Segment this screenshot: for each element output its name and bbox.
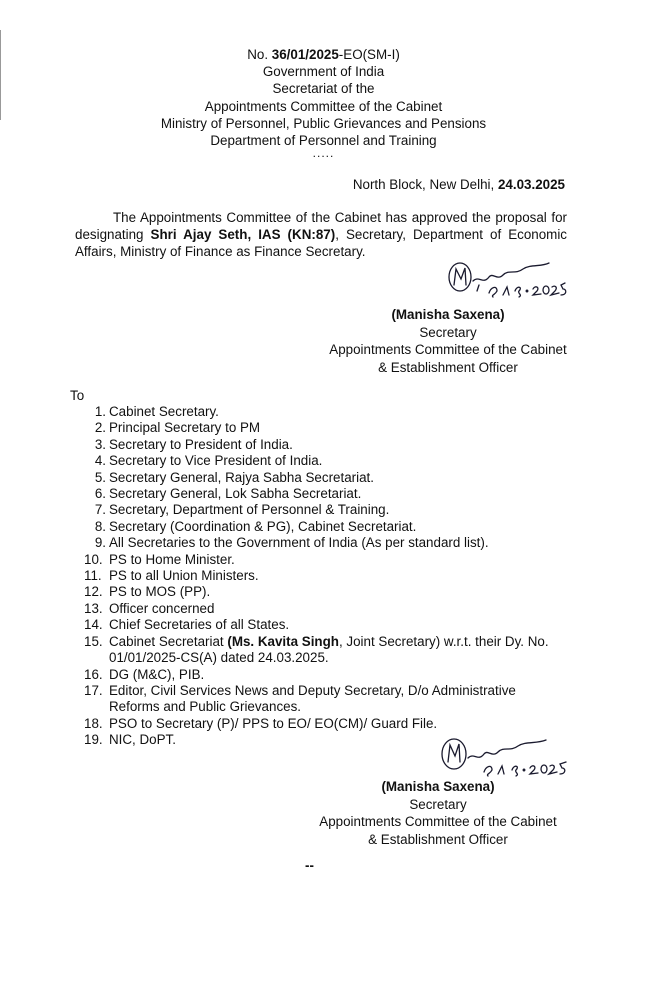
signatory-role: & Establishment Officer	[378, 359, 518, 375]
signatory-role: & Establishment Officer	[368, 831, 508, 847]
distribution-list	[82, 404, 568, 749]
signatory-organization: Appointments Committee of the Cabinet	[329, 342, 567, 357]
list-item: 6. Secretary General, Lok Sabha Secretariat.	[94, 486, 362, 502]
to-label: To	[70, 388, 85, 403]
list-item: 1. Cabinet Secretary.	[94, 404, 219, 419]
list-item: 15. Cabinet Secretariat (Ms. Kavita Singh, Joint Secretary) w.r.t. their Dy. No. 01/01/2025-CS(A) dated 24.03.2025.	[84, 633, 549, 666]
header-department: Department of Personnel and Training	[210, 133, 437, 149]
signature-block-2	[288, 778, 588, 848]
list-item: 4. Secretary to Vice President of India.	[94, 453, 323, 469]
signatory-name: (Manisha Saxena)	[381, 779, 495, 794]
signature-block-1	[298, 306, 598, 376]
header-separator-dots: .....	[312, 146, 335, 160]
letter-header	[0, 46, 647, 149]
list-item: 19. NIC, DoPT.	[84, 732, 176, 748]
list-item: 12. PS to MOS (PP).	[84, 584, 211, 600]
header-government: Government of India	[262, 64, 385, 80]
list-item: 3. Secretary to President of India.	[94, 436, 293, 452]
list-item: 10. PS to Home Minister.	[84, 551, 235, 567]
list-item: 18. PSO to Secretary (P)/ PPS to EO/ EO(CM)/ Guard File.	[84, 715, 438, 731]
order-paragraph: The Appointments Committee of the Cabinet has approved the proposal for designating Shri Ajay Seth, IAS (KN:87), Secretary, Department of Economic Affairs, Ministry of Finance as Finance Secretary.	[75, 210, 567, 260]
handwritten-signature-2	[438, 730, 578, 782]
list-item: 17. Editor, Civil Services News and Deputy Secretary, D/o Administrative Reforms and Public Grievances.	[84, 682, 516, 715]
list-item: 13. Officer concerned	[84, 600, 215, 616]
handwritten-signature-1	[445, 255, 575, 303]
list-item: 2. Principal Secretary to PM	[94, 420, 261, 436]
list-item: 7. Secretary, Department of Personnel & Training.	[94, 502, 390, 518]
signatory-title: Secretary	[419, 324, 477, 340]
list-item: 16. DG (M&C), PIB.	[84, 666, 205, 682]
signatory-organization: Appointments Committee of the Cabinet	[319, 814, 557, 829]
date-line: North Block, New Delhi, 24.03.2025	[352, 177, 565, 192]
list-item: 8. Secretary (Coordination & PG), Cabinet Secretariat.	[94, 518, 417, 534]
closing-mark: --	[305, 858, 314, 873]
header-ministry: Ministry of Personnel, Public Grievances and Pensions	[160, 115, 487, 131]
list-item: 11. PS to all Union Ministers.	[84, 568, 259, 584]
list-item: 14. Chief Secretaries of all States.	[84, 617, 290, 633]
header-committee: Appointments Committee of the Cabinet	[204, 98, 443, 114]
signatory-title: Secretary	[409, 796, 467, 812]
reference-number: No. 36/01/2025-EO(SM-I)	[247, 47, 400, 62]
signatory-name: (Manisha Saxena)	[391, 307, 505, 322]
list-item: 9. All Secretaries to the Government of India (As per standard list).	[94, 535, 489, 551]
list-item: 5. Secretary General, Rajya Sabha Secretariat.	[94, 469, 374, 485]
header-secretariat: Secretariat of the	[272, 81, 375, 97]
